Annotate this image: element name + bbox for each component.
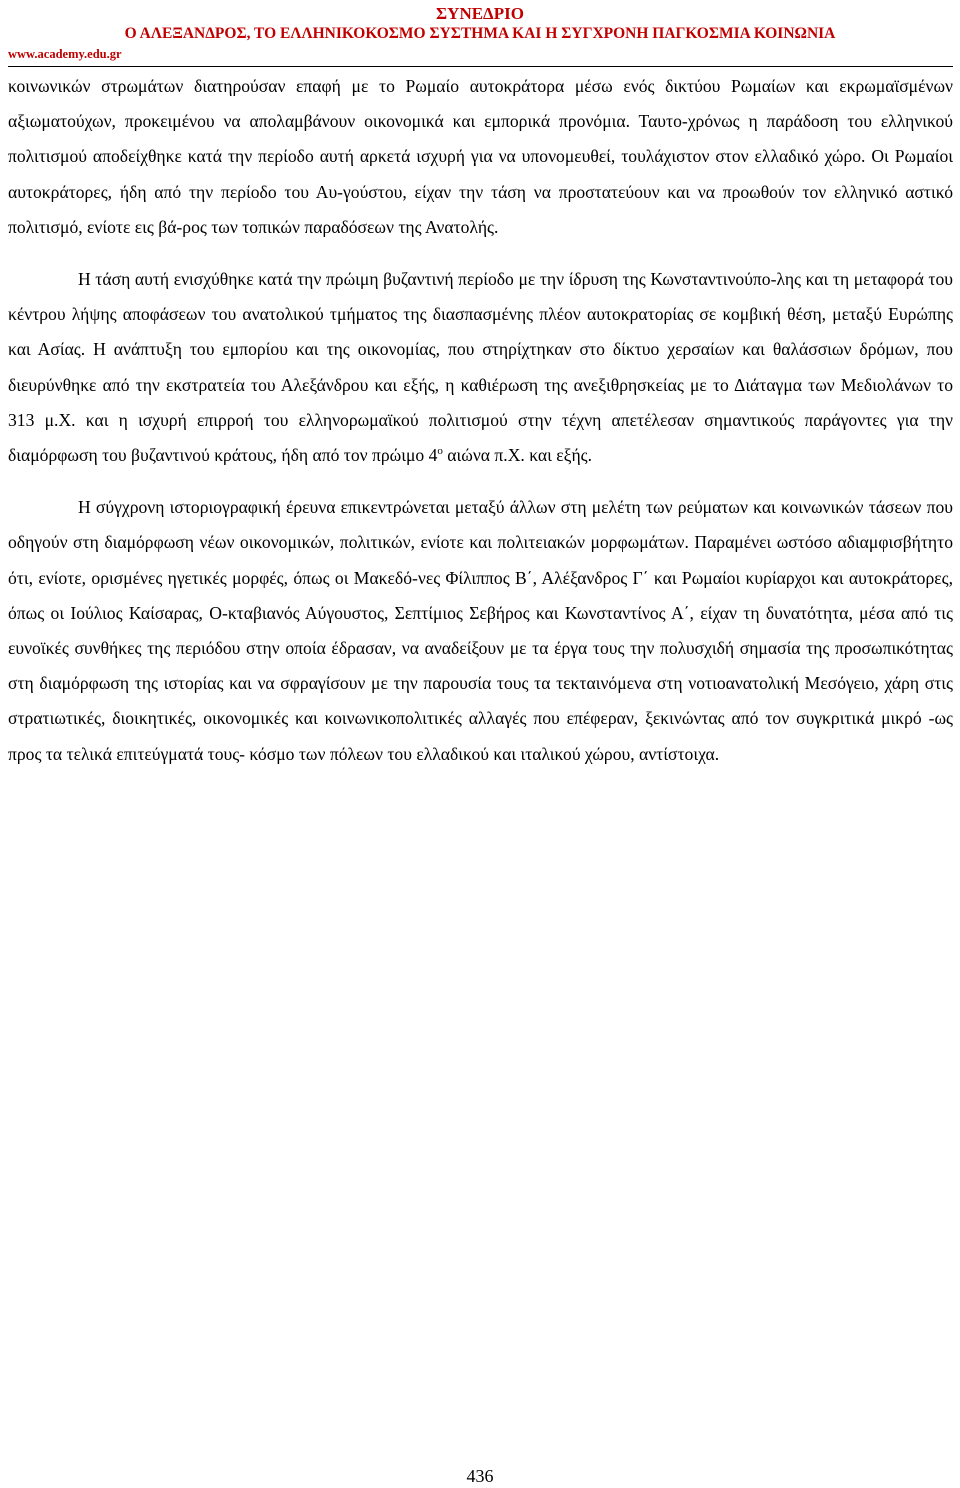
website-url: www.academy.edu.gr [8, 47, 122, 61]
page-header [0, 2, 960, 64]
ordinal-superscript: ο [437, 445, 443, 458]
conference-title: ΣΥΝΕΔΡΙΟ [436, 4, 524, 23]
paragraph-2 [8, 262, 953, 473]
paragraph-3: Η σύγχρονη ιστοριογραφική έρευνα επικεντρώνεται μεταξύ άλλων στη μελέτη των ρεύματων και κοινωνικών τάσεων που οδηγούν στη διαμόρφωση νέων οικονομικών, πολιτικών, ενίοτε και πολιτειακών μορφωμάτων. Παραμένει ωστόσο αδιαμφισβήτητο ότι, ενίοτε, ορισμένες ηγετικές μορφές, όπως οι Μακεδό-νες Φίλιππος Β΄, Αλέξανδρος Γ΄ και Ρωμαίοι κυρίαρχοι και αυτοκράτορες, όπως οι Ιούλιος Καίσαρας, Ο-κταβιανός Αύγουστος, Σεπτίμιος Σεβήρος και Κωνσταντίνος Α΄, είχαν τη δυνατότητα, μέσα από τις ευνοϊκές συνθήκες της περιόδου στην οποία έδρασαν, να αναδείξουν με τα έργα τους την πολυσχιδή σημασία της προσωπικότητας στη διαμόρφωση της ιστορίας και να σφραγίσουν με την παρουσία τους τα τεκταινόμενα στη νοτιοανατολική Μεσόγειο, χάρη στις στρατιωτικές, διοικητικές, οικονομικές και κοινωνικοπολιτικές αλλαγές που επέφεραν, ξεκινώντας από τον συγκριτικά μικρό -ως προς τα τελικά επιτεύγματά τους- κόσμο των πόλεων του ελλαδικού και ιταλικού χώρου, αντίστοιχα. [8, 497, 953, 764]
paragraph-2-text-end: αιώνα π.Χ. και εξής. [442, 445, 593, 466]
page-number: 436 [466, 1466, 494, 1486]
header-divider [8, 66, 953, 67]
conference-subtitle: Ο ΑΛΕΞΑΝΔΡΟΣ, ΤΟ ΕΛΛΗΝΙΚΟΚΟΣΜΟ ΣΥΣΤΗΜΑ ΚΑΙ Η ΣΥΓΧΡΟΝΗ ΠΑΓΚΟΣΜΙΑ ΚΟΙΝΩΝΙΑ [124, 25, 836, 42]
paragraph-2-text: Η τάση αυτή ενισχύθηκε κατά την πρώιμη βυζαντινή περίοδο με την ίδρυση της Κωνσταντινούπο-λης και τη μεταφορά του κέντρου λήψης αποφάσεων του ανατολικού τμήματος της διασπασμένης πλέον αυτοκρατορίας σε κομβική θέση, μεταξύ Ευρώπης και Ασίας. Η ανάπτυξη του εμπορίου και της οικονομίας, που στηρίχτηκαν στο δίκτυο χερσαίων και θαλάσσιων δρόμων, που διευρύνθηκε από την εκστρατεία του Αλεξάνδρου και εξής, η καθιέρωση της ανεξιθρησκείας με το Διάταγμα των Μεδιολάνων το 313 μ.Χ. και η ισχυρή επιρροή του ελληνορωμαϊκού πολιτισμού στην τέχνη απετέλεσαν σημαντικούς παράγοντες για την διαμόρφωση του βυζαντινού κράτους, ήδη από τον πρώιμο 4 [8, 269, 953, 466]
paragraph-1: κοινωνικών στρωμάτων διατηρούσαν επαφή με το Ρωμαίο αυτοκράτορα μέσω ενός δικτύου Ρωμαίων και εκρωμαϊσμένων αξιωματούχων, προκειμένου να απολαμβάνουν οικονομικά και εμπορικά προνόμια. Ταυτο-χρόνως η παράδοση του ελληνικού πολιτισμού αποδείχθηκε κατά την περίοδο αυτή αρκετά ισχυρή για να υπονομευθεί, τουλάχιστον στον ελλαδικό χώρο. Οι Ρωμαίοι αυτοκράτορες, ήδη από την περίοδο του Αυ-γούστου, είχαν την τάση να προστατεύουν και να προωθούν τον ελληνικό αστικό πολιτισμό, ενίοτε εις βά-ρος των τοπικών παραδόσεων της Ανατολής. [8, 76, 953, 237]
body-text [8, 69, 953, 772]
